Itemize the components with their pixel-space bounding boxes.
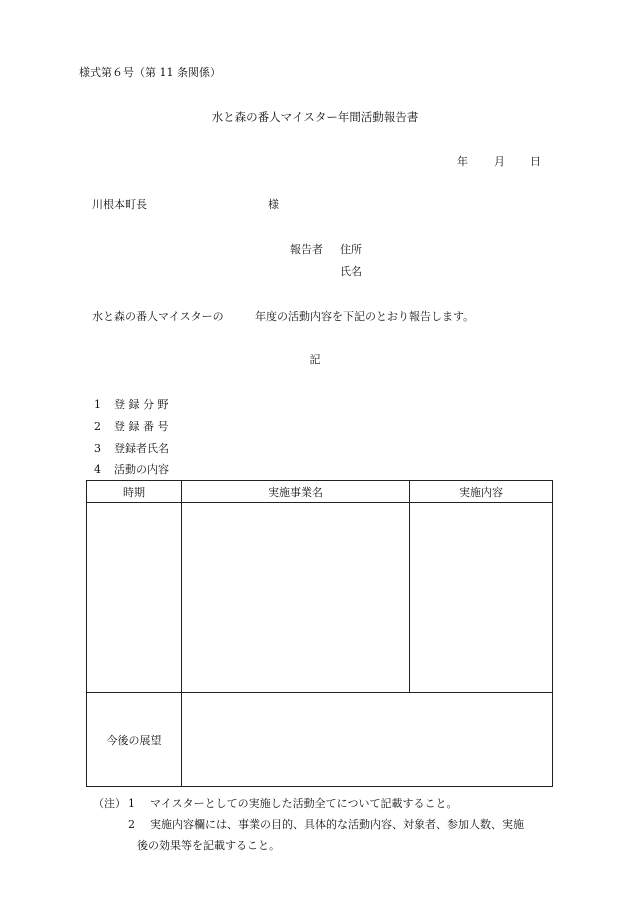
item-registered-field: 登 録 分 野 bbox=[114, 398, 169, 411]
reporter-address: 住所 bbox=[340, 243, 362, 256]
item-number: 2 bbox=[94, 420, 101, 433]
item-number: 1 bbox=[94, 398, 101, 411]
outlook-label: 今後の展望 bbox=[87, 693, 182, 787]
document-title: 水と森の番人マイスター年間活動報告書 bbox=[211, 110, 419, 124]
note-text-continued: 後の効果等を記載すること。 bbox=[137, 839, 280, 852]
addressee-honorific: 様 bbox=[268, 198, 279, 211]
item-activity-contents: 活動の内容 bbox=[114, 463, 169, 476]
intro-before: 水と森の番人マイスターの bbox=[92, 310, 224, 323]
cell-period[interactable] bbox=[87, 503, 182, 693]
item-registration-number: 登 録 番 号 bbox=[114, 420, 169, 433]
item-number: 4 bbox=[94, 463, 101, 476]
intro-after: 年度の活動内容を下記のとおり報告します。 bbox=[255, 310, 475, 323]
form-number: 様式第６号（第 11 条関係） bbox=[79, 66, 221, 79]
activity-table bbox=[86, 480, 553, 787]
date-year: 年 bbox=[457, 155, 468, 168]
table-header-row bbox=[87, 481, 553, 503]
ki-heading: 記 bbox=[309, 353, 321, 366]
note-text: マイスターとしての実施した活動全てについて記載すること。 bbox=[150, 797, 458, 810]
reporter-label: 報告者 bbox=[290, 243, 323, 256]
item-registrant-name: 登録者氏名 bbox=[114, 442, 169, 455]
table-outlook-row bbox=[87, 693, 553, 787]
addressee-name: 川根本町長 bbox=[92, 198, 147, 211]
cell-project-name[interactable] bbox=[182, 503, 410, 693]
note-text: 実施内容欄には、事業の目的、具体的な活動内容、対象者、参加人数、実施 bbox=[150, 818, 524, 831]
cell-outlook[interactable] bbox=[182, 693, 553, 787]
note-2 bbox=[93, 814, 524, 835]
header-period: 時期 bbox=[87, 481, 182, 503]
notes-section bbox=[93, 793, 524, 856]
notes-prefix: （注） bbox=[93, 797, 126, 810]
note-1 bbox=[93, 793, 458, 814]
header-project-name: 実施事業名 bbox=[182, 481, 410, 503]
reporter-name: 氏名 bbox=[340, 265, 362, 278]
item-number: 3 bbox=[94, 442, 101, 455]
table-entry-row bbox=[87, 503, 553, 693]
note-2-continued bbox=[93, 835, 280, 856]
note-number: 2 bbox=[128, 818, 135, 831]
date-day: 日 bbox=[530, 155, 541, 168]
note-number: 1 bbox=[128, 797, 135, 810]
date-month: 月 bbox=[494, 155, 505, 168]
cell-details[interactable] bbox=[410, 503, 553, 693]
header-details: 実施内容 bbox=[410, 481, 553, 503]
